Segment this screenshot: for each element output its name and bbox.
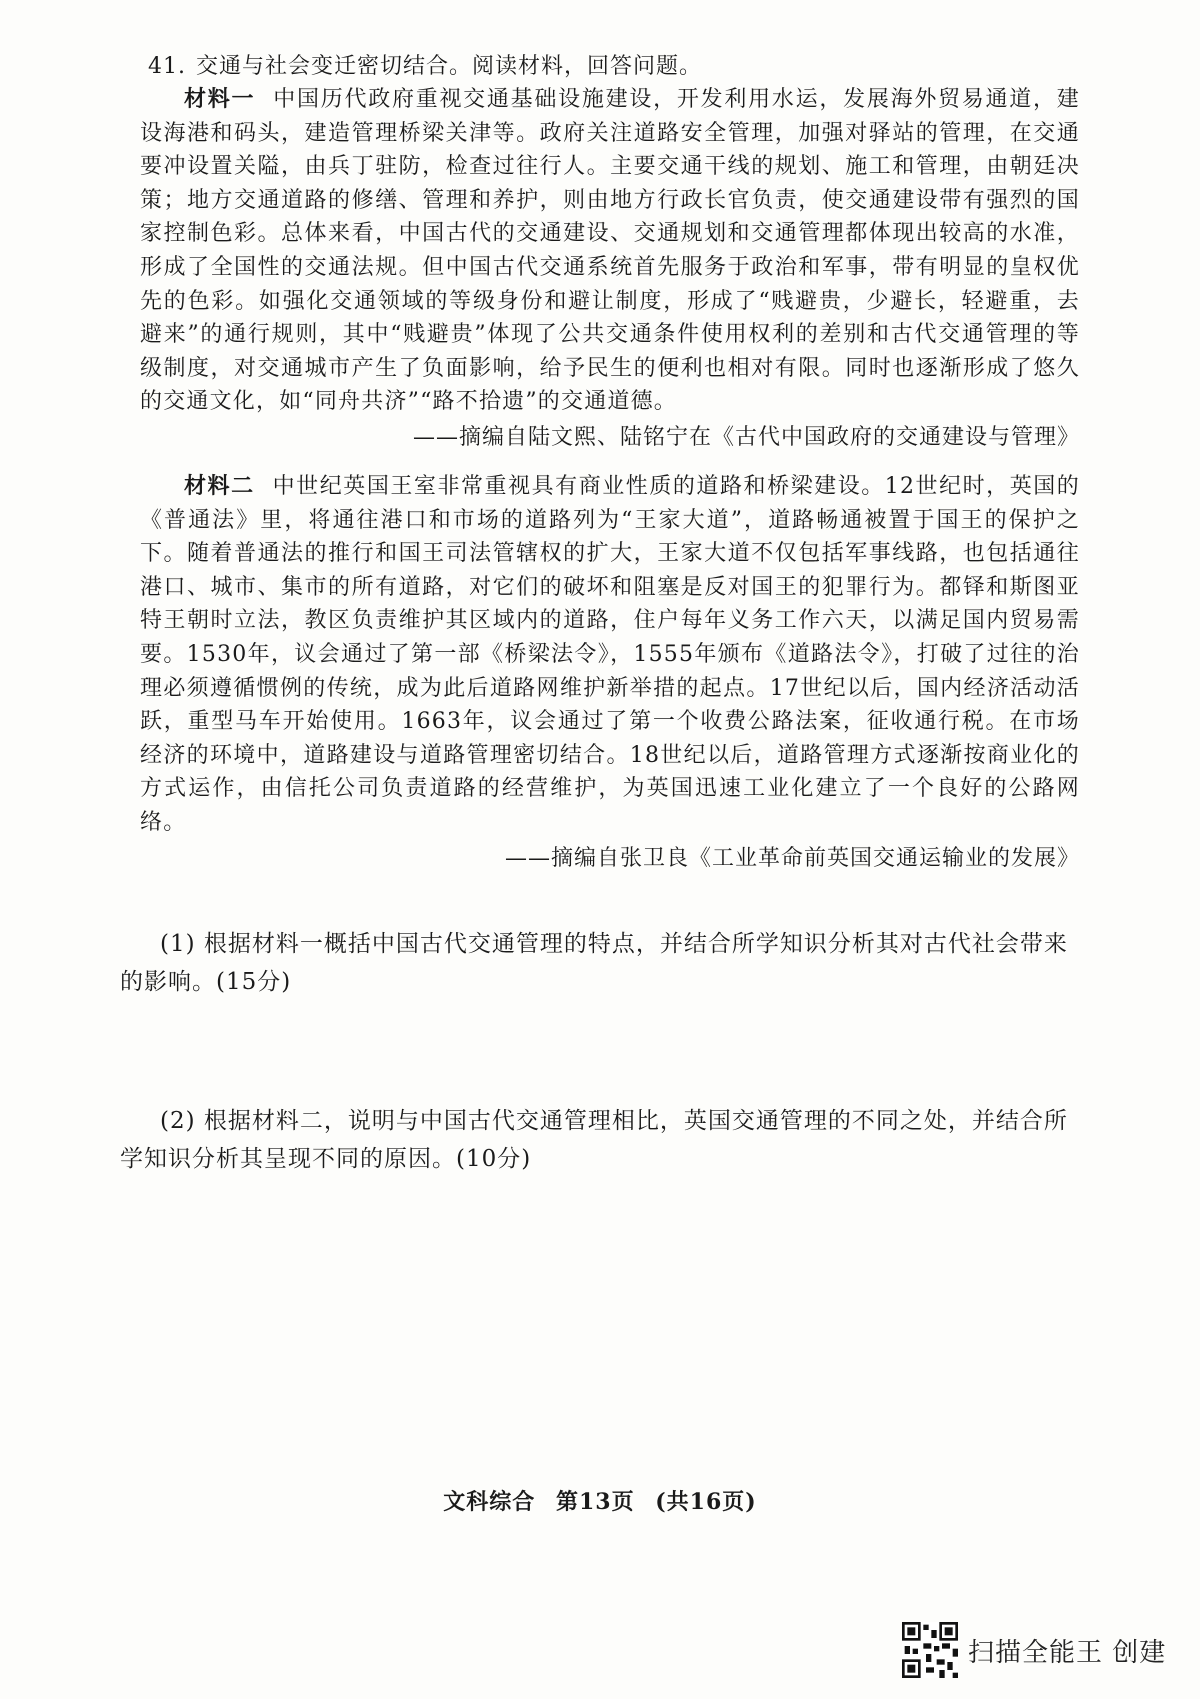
material-two-source: ——摘编自张卫良《工业革命前英国交通运输业的发展》: [504, 845, 1080, 871]
material-two: [140, 470, 1080, 876]
page-footer: [0, 1485, 1200, 1516]
material-two-paragraph: [140, 470, 1080, 840]
scanner-watermark-text: 扫描全能王 创建: [968, 1637, 1167, 1668]
material-two-label: 材料二: [184, 473, 255, 499]
question-number: 41.: [148, 54, 186, 79]
material-one-label: 材料一: [184, 86, 256, 112]
subquestion-1: [120, 925, 1080, 1001]
material-one-paragraph: [140, 83, 1080, 419]
qr-code-icon: [902, 1622, 958, 1678]
subquestion-1-text: (1) 根据材料一概括中国古代交通管理的特点，并结合所学知识分析其对古代社会带来的影响。(15分): [120, 931, 1068, 995]
scanner-watermark: [902, 1620, 1166, 1680]
material-one: [140, 83, 1080, 455]
question-prompt: 交通与社会变迁密切结合。阅读材料，回答问题。: [196, 54, 703, 79]
material-one-source: ——摘编自陆文熙、陆铭宁在《古代中国政府的交通建设与管理》: [412, 424, 1080, 450]
subquestion-2-text: (2) 根据材料二，说明与中国古代交通管理相比，英国交通管理的不同之处，并结合所学知识分析其呈现不同的原因。(10分): [120, 1108, 1068, 1172]
material-two-text: 中世纪英国王室非常重视具有商业性质的道路和桥梁建设。12世纪时，英国的《普通法》里，将通往港口和市场的道路列为“王家大道”，道路畅通被置于国王的保护之下。随着普通法的推行和国王司法管辖权的扩大，王家大道不仅包括军事线路，也包括通往港口、城市、集市的所有道路，对它们的破坏和阻塞是反对国王的犯罪行为。都铎和斯图亚特王朝时立法，教区负责维护其区域内的道路，住户每年义务工作六天，以满足国内贸易需要。1530年，议会通过了第一部《桥梁法令》，1555年颁布《道路法令》，打破了过往的治理必须遵循惯例的传统，成为此后道路网维护新举措的起点。17世纪以后，国内经济活动活跃，重型马车开始使用。1663年，议会通过了第一个收费公路法案，征收通行税。在市场经济的环境中，道路建设与道路管理密切结合。18世纪以后，道路管理方式逐渐按商业化的方式运作，由信托公司负责道路的经营维护，为英国迅速工业化建立了一个良好的公路网络。: [140, 474, 1080, 835]
footer-subject: 文科综合: [443, 1489, 536, 1515]
footer-total: (共16页): [655, 1489, 757, 1515]
footer-page: 第13页: [555, 1489, 635, 1515]
subquestion-2: [120, 1102, 1080, 1178]
material-one-text: 中国历代政府重视交通基础设施建设，开发利用水运，发展海外贸易通道，建设海港和码头，建造管理桥梁关津等。政府关注道路安全管理，加强对驿站的管理，在交通要冲设置关隘，由兵丁驻防，检查过往行人。主要交通干线的规划、施工和管理，由朝廷决策；地方交通道路的修缮、管理和养护，则由地方行政长官负责，使交通建设带有强烈的国家控制色彩。总体来看，中国古代的交通建设、交通规划和交通管理都体现出较高的水准，形成了全国性的交通法规。但中国古代交通系统首先服务于政治和军事，带有明显的皇权优先的色彩。如强化交通领域的等级身份和避让制度，形成了“贱避贵，少避长，轻避重，去避来”的通行规则，其中“贱避贵”体现了公共交通条件使用权利的差别和古代交通管理的等级制度，对交通城市产生了负面影响，给予民生的便利也相对有限。同时也逐渐形成了悠久的交通文化，如“同舟共济”“路不拾遗”的交通道德。: [140, 87, 1080, 415]
question-header: [148, 50, 1088, 84]
